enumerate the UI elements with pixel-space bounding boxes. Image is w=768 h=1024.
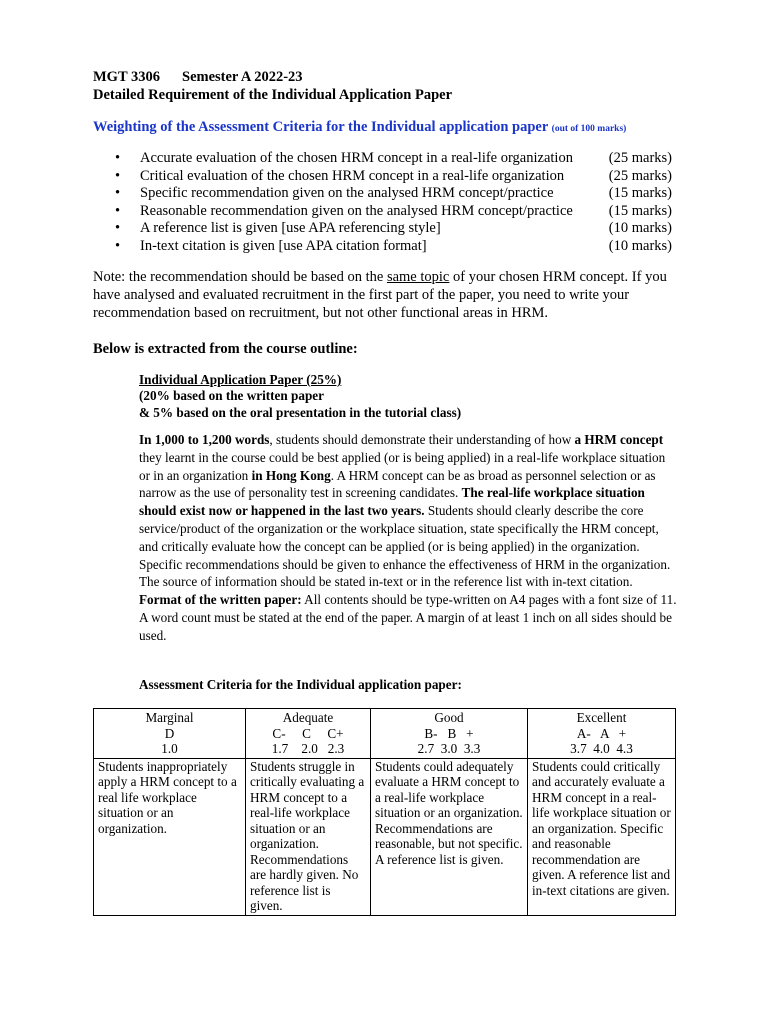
bullet-icon: • (115, 202, 121, 219)
grade-letters: C- C C+ (272, 725, 344, 741)
criteria-marks: (15 marks) (608, 202, 672, 219)
bullet-icon: • (115, 237, 121, 254)
criteria-marks: (15 marks) (608, 185, 672, 202)
criteria-marks: (10 marks) (608, 220, 672, 237)
bullet-icon: • (115, 167, 121, 184)
text-run: All contents should be type-written on A4 pages with a font size of 11. A word count must be stated at the end of the paper. A margin of at least 1 inch on all sides should be used. (139, 592, 677, 643)
criteria-text: A reference list is given [use APA referencing style] (140, 220, 441, 237)
bullet-icon: • (115, 220, 121, 237)
bullet-icon: • (115, 150, 121, 166)
criteria-item (93, 150, 683, 168)
iap-weight-oral: & 5% based on the oral presentation in the tutorial class) (139, 404, 462, 420)
grade-points: 2.7 3.0 3.3 (417, 741, 481, 756)
grade-points: 1.0 (161, 741, 178, 756)
note-after: of your chosen HRM concept. If you have analysed and evaluated recruitment in the first part of the paper, you need to write your recommendation based on recruitment, but not other functional areas in HRM. (93, 269, 667, 321)
criteria-item (93, 238, 683, 256)
format-paragraph (139, 591, 679, 644)
grade-description: Students could critically and accurately evaluate a HRM concept in a real-life workplace situation or an organization. Specific and reasonable recommendation are given. A reference list and in-text citations are given. (528, 758, 676, 915)
course-header (93, 68, 303, 86)
text-run: In 1,000 to 1,200 words (139, 432, 270, 447)
grade-description-row (94, 758, 676, 915)
grade-header-row (94, 709, 676, 759)
grade-description: Students struggle in critically evaluating a HRM concept to a real-life workplace situation or an organization. Recommendations are hardly given. No reference list is given. (246, 758, 371, 915)
grade-description: Students inappropriately apply a HRM concept to a real life workplace situation or an organization. (94, 758, 246, 915)
criteria-text: Specific recommendation given on the analysed HRM concept/practice (140, 185, 554, 202)
criteria-item (93, 203, 683, 221)
note-before: Note: the recommendation should be based on the (93, 269, 387, 285)
criteria-item (93, 220, 683, 238)
weighting-note: (out of 100 marks) (551, 124, 627, 134)
iap-title: Individual Application Paper (25%) (139, 372, 342, 387)
criteria-text: Accurate evaluation of the chosen HRM concept in a real-life organization (140, 150, 573, 166)
criteria-list (93, 150, 683, 256)
requirements-body (139, 431, 679, 645)
grade-letters: A- A + (576, 725, 627, 741)
text-run: Students should clearly describe the core service/product of the organization or the workplace situation, state specifically the HRM concept, and critically evaluate how the concept can be applied (or is being applied) in the organization. Specific recommendations should be given to enhance the effectiveness of HRM in the organization. The source of information should be stated in-text or in the reference list with in-text citation. (139, 503, 671, 590)
grade-label: Marginal (145, 710, 194, 725)
weighting-heading-text: Weighting of the Assessment Criteria for the Individual application paper (93, 119, 549, 135)
criteria-marks: (25 marks) (608, 150, 672, 166)
criteria-item (93, 168, 683, 186)
weighting-heading (93, 119, 626, 136)
grade-letters: B- B + (424, 725, 474, 741)
criteria-marks: (25 marks) (608, 167, 672, 184)
iap-weight-written: (20% based on the written paper (139, 388, 324, 404)
text-run: . A HRM concept can be as broad as personnel selection or as narrow as the use of personality test in screening candidates. (139, 467, 656, 501)
bullet-icon: • (115, 185, 121, 202)
text-run: in Hong Kong (251, 467, 331, 483)
document-title: Detailed Requirement of the Individual Application Paper (93, 87, 453, 103)
grade-points: 3.7 4.0 4.3 (570, 741, 633, 756)
criteria-text: Reasonable recommendation given on the analysed HRM concept/practice (140, 202, 573, 219)
grade-label: Good (434, 710, 464, 725)
criteria-item (93, 185, 683, 203)
semester: Semester A 2022-23 (182, 69, 303, 85)
grade-table (93, 708, 676, 916)
text-run: Format of the written paper: (139, 592, 302, 608)
grade-header-cell (246, 709, 371, 759)
grade-description: Students could adequately evaluate a HRM concept to a real-life workplace situation or an organization. Recommendations are reasonable, but not specific. A reference list is given. (371, 758, 528, 915)
criteria-marks: (10 marks) (608, 237, 672, 254)
grade-header-cell (94, 709, 246, 759)
requirements-paragraph (139, 431, 679, 591)
extract-heading: Below is extracted from the course outline: (93, 341, 358, 357)
text-run: , students should demonstrate their understanding of how (269, 432, 575, 447)
text-run: a HRM concept (574, 432, 664, 447)
grade-label: Excellent (576, 710, 627, 725)
text-run: they learnt in the course could be best applied (or is being applied) in a real-life workplace situation or in an organization (139, 449, 666, 483)
criteria-text: In-text citation is given [use APA citation format] (140, 237, 427, 254)
text-run: The real-life workplace situation should exist now or happened in the last two years. (139, 485, 645, 519)
iap-block (139, 372, 461, 421)
grade-label: Adequate (282, 710, 334, 725)
grade-letters: D (164, 725, 175, 741)
note-underlined: same topic (386, 269, 450, 285)
grade-header-cell (528, 709, 676, 759)
grade-header-cell (371, 709, 528, 759)
course-code: MGT 3306 (93, 69, 160, 85)
recommendation-note (93, 269, 693, 322)
grade-points: 1.7 2.0 2.3 (271, 741, 345, 756)
assessment-heading: Assessment Criteria for the Individual application paper: (139, 677, 462, 692)
criteria-text: Critical evaluation of the chosen HRM concept in a real-life organization (140, 167, 565, 184)
